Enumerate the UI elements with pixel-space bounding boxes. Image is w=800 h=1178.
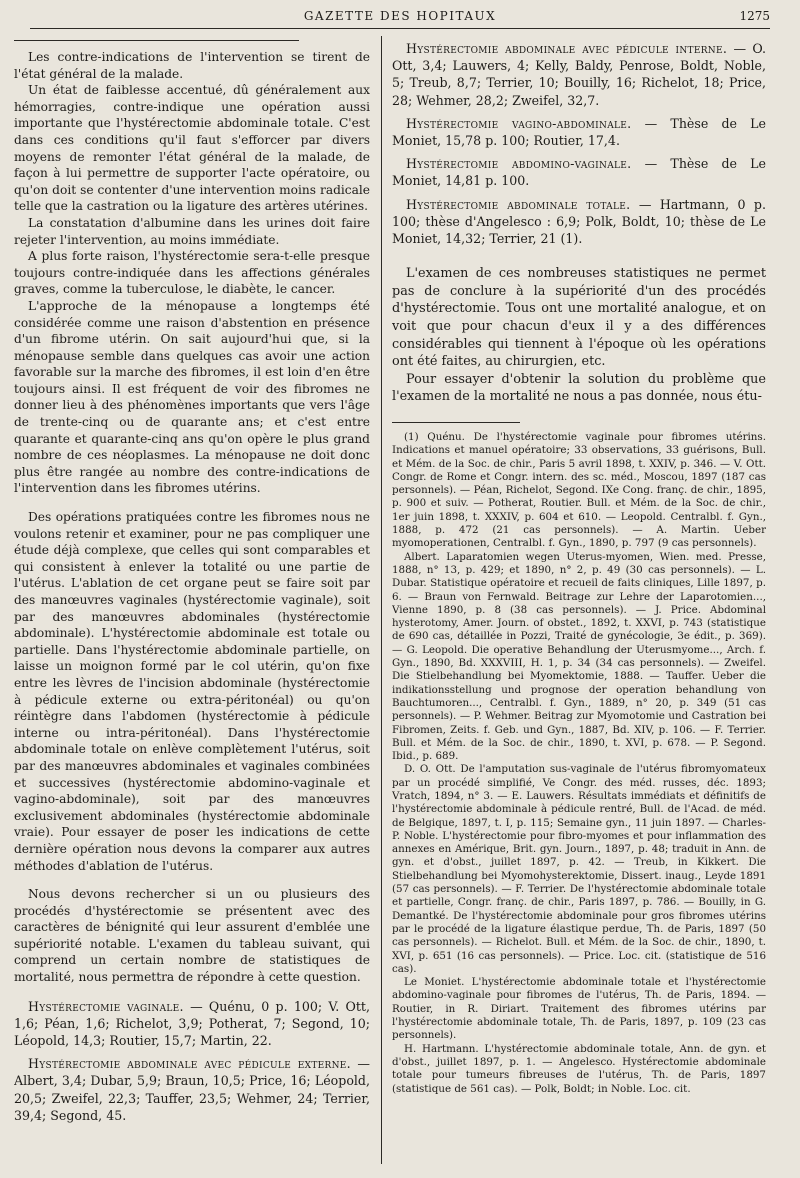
statistic-entry <box>392 155 766 189</box>
paragraph: Nous devons rechercher si un ou plusieurs des procédés d'hystérectomie se présentent avec des caractères de bénignité qui leur assurent d'emblée une supériorité notable. L'examen du tableau suivant, qui comprend un certain nombre de statistiques de mortalité, nous permettra de répondre à cette question. <box>14 887 370 985</box>
paragraph: L'examen de ces nombreuses statistiques ne permet pas de conclure à la supériorité d'un des procédés d'hystérectomie. Tous ont une mortalité analogue, et on voit que pour chacun d'eux il y a des différences considérables qui tiennent à l'époque où les opérations ont été faites, au chirurgien, etc. <box>392 266 766 370</box>
footnote-separator <box>392 422 520 423</box>
footnote: H. Hartmann. L'hystérectomie abdominale totale, Ann. de gyn. et d'obst., juillet 1897, p. 1. — Angelesco. Hystérectomie abdominale totale pour tumeurs fibreuses de l'utérus, Th. de Paris, 1897 (statistique de 561 cas). — Polk, Boldt; in Noble. Loc. cit. <box>392 1042 766 1095</box>
footnote: Le Moniet. L'hystérectomie abdominale totale et l'hystérectomie abdomino-vaginale pour fibromes de l'utérus, Th. de Paris, 1894. — Routier, in R. Diriart. Traitement des fibromes utérins par l'hystérectomie abdominale totale, Th. de Paris, 1897, p. 109 (23 cas personnels). <box>392 976 766 1042</box>
statistic-text: — Albert, 3,4; Dubar, 5,9; Braun, 10,5; Price, 16; Léopold, 20,5; Zweifel, 22,3; Tauffer, 23,5; Wehmer, 24; Terrier, 39,4; Segond, 45. <box>14 1056 370 1123</box>
statistic-entry <box>14 1055 370 1124</box>
footnote: (1) Quénu. De l'hystérectomie vaginale pour fibromes utérins. Indications et manuel opératoire; 33 observations, 33 guérisons, Bull. et Mém. de la Soc. de chir., Paris 5 avril 1898, t. XXIV, p. 346. — V. Ott. Congr. de Rome et Congr. intern. des sc. méd., Moscou, 1897 (187 cas personnels). — Péan, Richelot, Segond. IXe Cong. franç. de chir., 1895, p. 900 et suiv. — Potherat, Routier. Bull. et Mém. de la Soc. de chir., 1er juin 1898, t. XXXIV, p. 604 et 610. — Leopold. Centralbl. f. Gyn., 1888, p. 472 (21 cas personnels). — A. Martin. Ueber myomoperationen, Centralbl. f. Gyn., 1890, p. 797 (9 cas personnels). <box>392 430 766 550</box>
statistic-heading: Hystérectomie abdominale avec pédicule interne. <box>406 41 728 56</box>
paragraph: Pour essayer d'obtenir la solution du problème que l'examen de la mortalité ne nous a pas donnée, nous étu- <box>392 371 766 405</box>
statistic-text: — Quénu, 0 p. 100; V. Ott, 1,6; Péan, 1,6; Richelot, 3,9; Potherat, 7; Segond, 10; Léopold, 14,3; Routier, 15,7; Martin, 22. <box>14 998 370 1049</box>
footnote: Albert. Laparatomien wegen Uterus-myomen, Wien. med. Presse, 1888, n° 13, p. 429; et 1890, n° 2, p. 49 (30 cas personnels). — L. Dubar. Statistique opératoire et recueil de faits cliniques, Lille 1897, p. 6. — Braun von Fernwald. Beitrage zur Lehre der Laparotomien..., Vienne 1890, p. 8 (38 cas personnels). — J. Price. Abdominal hysterotomy, Amer. Journ. of obstet., 1892, t. XXVI, p. 743 (statistique de 690 cas, détaillée in Pozzi, Traité de gynécologie, 3e édit., p. 369). — G. Leopold. Die operative Behandlung der Uterusmyome..., Arch. f. Gyn., 1890, Bd. XXXVIII, H. 1, p. 34 (34 cas personnels). — Zweifel. Die Stielbehandlung bei Myomektomie, 1888. — Tauffer. Ueber die indikationsstellung und prognose der operation behandlung von Bauchtumoren..., Centralbl. f. Gyn., 1889, n° 20, p. 349 (51 cas personnels). — P. Wehmer. Beitrag zur Myomotomie und Castration bei Fibromen, Zeits. f. Geb. und Gyn., 1887, Bd. XIV, p. 106. — F. Terrier. Bull. et Mém. de la Soc. de chir., 1890, t. XVI, p. 678. — P. Segond. Ibid., p. 689. <box>392 550 766 763</box>
statistic-entry <box>14 998 370 1050</box>
statistic-entry <box>392 40 766 109</box>
statistic-text: — O. Ott, 3,4; Lauwers, 4; Kelly, Baldy, Penrose, Boldt, Noble, 5; Treub, 8,7; Terrier, 10; Bouilly, 16; Richelot, 18; Price, 28; Wehmer, 28,2; Zweifel, 32,7. <box>392 41 766 108</box>
paragraph: Les contre-indications de l'intervention se tirent de l'état général de la malade. <box>14 50 370 81</box>
page-number: 1275 <box>739 9 770 23</box>
statistic-heading: Hystérectomie abdominale totale. <box>406 196 631 212</box>
footnote: D. O. Ott. De l'amputation sus-vaginale de l'utérus fibromyomateux par un procédé simplifié, Ve Congr. des méd. russes, déc. 1893; Vratch, 1894, n° 3. — E. Lauwers. Résultats immédiats et définitifs de l'hystérectomie abdominale à pédicule rentré, Bull. de l'Acad. de méd. de Belgique, 1897, t. I, p. 115; Semaine gyn., 11 juin 1897. — Charles-P. Noble. L'hystérectomie pour fibro-myomes et pour inflammation des annexes en Amérique, Brit. gyn. Journ., 1897, p. 48; traduit in Ann. de gyn. et d'obst., juillet 1897, p. 42. — Treub, in Kikkert. Die Stielbehandlung bei Myomohysterektomie, Dissert. inaug., Leyde 1891 (57 cas personnels). — F. Terrier. De l'hystérectomie abdominale totale et partielle, Congr. franç. de chir., Paris 1897, p. 786. — Bouilly, in G. Demantké. De l'hystérectomie abdominale pour gros fibromes utérins par le procédé de la ligature élastique perdue, Th. de Paris, 1897 (50 cas personnels). — Richelot. Bull. et Mém. de la Soc. de chir., 1890, t. XVI, p. 651 (16 cas personnels). — Price. Loc. cit. (statistique de 516 cas). <box>392 763 766 975</box>
paragraph: A plus forte raison, l'hystérectomie sera-t-elle presque toujours contre-indiquée dans les affections générales graves, comme la tuberculose, le diabète, le cancer. <box>14 249 370 297</box>
statistic-heading: Hystérectomie vaginale. <box>28 998 184 1014</box>
left-column <box>14 40 370 1168</box>
statistic-heading: Hystérectomie abdomino-vaginale. <box>406 156 632 172</box>
paragraph: L'approche de la ménopause a longtemps été considérée comme une raison d'abstention en présence d'un fibrome utérin. On sait aujourd'hui que, si la ménopause semble dans quelques cas avoir une action favorable sur la marche des fibromes, il est loin d'en être toujours ainsi. Il est fréquent de voir des fibromes ne donner lieu à des phénomènes importants que vers l'âge de trente-cinq ou de quarante ans; et c'est entre quarante et quarante-cinq ans qu'on opère le plus grand nombre de ces néoplasmes. La ménopause ne doit donc plus être rangée au nombre des contre-indications de l'intervention dans les fibromes utérins. <box>14 298 370 496</box>
statistic-entry <box>392 115 766 149</box>
column-divider <box>381 36 382 1164</box>
paragraph: Un état de faiblesse accentué, dû généralement aux hémorragies, contre-indique une opération aussi importante que l'hystérectomie abdominale totale. C'est dans ces conditions qu'il faut s'efforcer par divers moyens de remonter l'état général de la malade, de façon à lui permettre de supporter l'acte opératoire, ou qu'on doit se contenter d'une intervention moins radicale telle que la castration ou la ligature des artères utérines. <box>14 83 370 214</box>
right-column <box>392 40 766 1168</box>
statistic-text: — Thèse de Le Moniet, 15,78 p. 100; Routier, 17,4. <box>392 115 766 149</box>
page-header <box>30 6 770 29</box>
paragraph: La constatation d'albumine dans les urines doit faire rejeter l'intervention, au moins immédiate. <box>14 215 370 247</box>
statistic-heading: Hystérectomie vagino-abdominale. <box>406 115 632 131</box>
paragraph: Des opérations pratiquées contre les fibromes nous ne voulons retenir et examiner, pour ne pas compliquer une étude déjà complexe, que celles qui sont comparables et qui consistent à enlever la totalité ou une partie de l'utérus. L'ablation de cet organe peut se faire soit par des manœuvres vaginales (hystérectomie vaginale), soit par des manœuvres abdominales (hystérectomie abdominale). L'hystérectomie abdominale est totale ou partielle. Dans l'hystérectomie abdominale partielle, on laisse un moignon formé par le col utérin, qu'on fixe entre les lèvres de l'incision abdominale (hystérectomie à pédicule externe ou extra-péritonéal) ou qu'on réintègre dans l'abdomen (hystérectomie à pédicule interne ou intra-péritonéal). Dans l'hystérectomie abdominale totale on enlève complètement l'utérus, soit par des manœuvres abdominales et vaginales combinées et successives (hystérectomie abdomino-vaginale et vagino-abdominale), soit par des manœuvres exclusivement abdominales (hystérectomie abdominale vraie). Pour essayer de poser les indications de cette dernière opération nous devons la comparer aux autres méthodes d'ablation de l'utérus. <box>14 510 370 873</box>
statistic-heading: Hystérectomie abdominale avec pédicule externe. <box>28 1056 351 1072</box>
statistic-text: — Hartmann, 0 p. 100; thèse d'Angelesco : 6,9; Polk, Boldt, 10; thèse de Le Moniet, 14,32; Terrier, 21 (1). <box>392 196 766 247</box>
statistic-entry <box>392 196 766 248</box>
statistic-text: — Thèse de Le Moniet, 14,81 p. 100. <box>392 156 766 189</box>
journal-title: GAZETTE DES HOPITAUX <box>303 9 497 23</box>
